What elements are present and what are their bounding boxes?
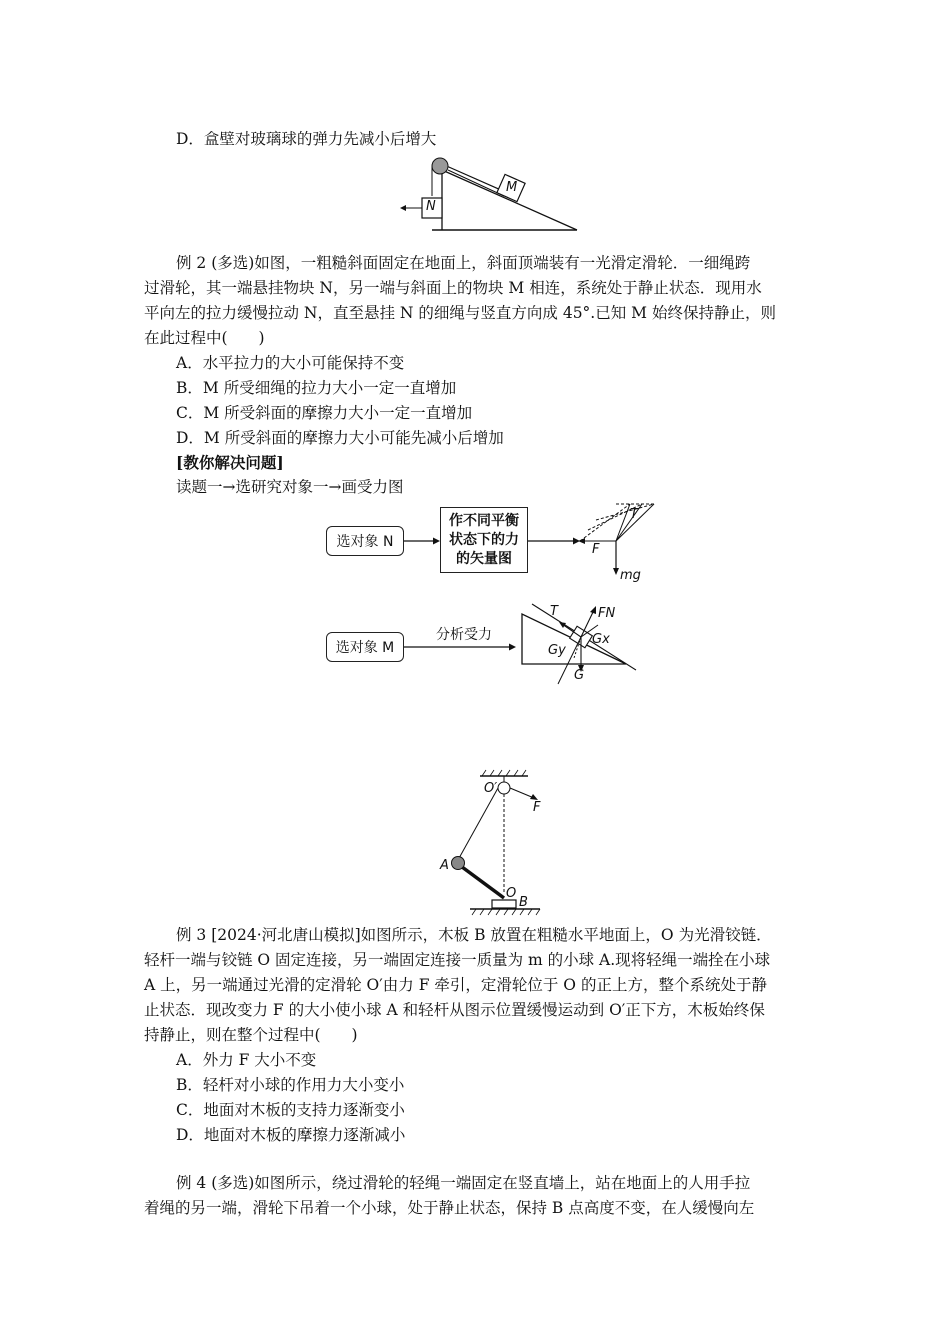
label-Gy: Gy: [548, 643, 566, 658]
vector-box-line3: 的矢量图: [456, 550, 512, 567]
ex4-line1: 例 4 (多选)如图所示，绕过滑轮的轻绳一端固定在竖直墙上，站在地面上的人用手拉: [176, 1174, 751, 1192]
ex2-option-d: D．M 所受斜面的摩擦力大小可能先减小后增加: [176, 429, 504, 447]
ex2-option-b: B．M 所受细绳的拉力大小一定一直增加: [176, 379, 457, 397]
ex2-option-a: A．水平拉力的大小可能保持不变: [176, 354, 405, 372]
teach-flow: 读题一→选研究对象一→画受力图: [176, 478, 404, 496]
label-M: M: [506, 180, 518, 195]
ex3-line3: A 上，另一端通过光滑的定滑轮 O′由力 F 牵引，定滑轮位于 O 的正上方，整个系统处于静: [144, 976, 767, 994]
label-mg: mg: [620, 568, 641, 583]
ex2-option-c: C．M 所受斜面的摩擦力大小一定一直增加: [176, 404, 473, 422]
ex2-line1: 例 2 (多选)如图，一粗糙斜面固定在地面上，斜面顶端装有一光滑定滑轮．一细绳跨: [176, 254, 751, 272]
ex4-line2: 着绳的另一端，滑轮下吊着一个小球，处于静止状态，保持 B 点高度不变，在人缓慢向左: [144, 1199, 755, 1217]
ex3-line2: 轻杆一端与铰链 O 固定连接，另一端固定连接一质量为 m 的小球 A.现将轻绳一端拴在小球: [144, 951, 771, 969]
select-object-M-box: 选对象 M: [326, 632, 404, 662]
analyze-force-label: 分析受力: [436, 627, 492, 643]
vector-diagram-box: [440, 507, 528, 573]
ex2-line2: 过滑轮，其一端悬挂物块 N，另一端与斜面上的物块 M 相连，系统处于静止状态．现用水: [144, 279, 762, 297]
ex3-option-a: A．外力 F 大小不变: [176, 1051, 317, 1069]
ex3-line1: 例 3 [2024·河北唐山模拟]如图所示，木板 B 放置在粗糙水平地面上，O 为光滑铰链．: [176, 926, 772, 944]
ex2-line3: 平向左的拉力缓慢拉动 N，直至悬挂 N 的细绳与竖直方向成 45°.已知 M 始终保持静止，则: [144, 304, 776, 322]
ex3-option-c: C．地面对木板的支持力逐渐变小: [176, 1101, 405, 1119]
label-N: N: [426, 199, 436, 214]
label-F: F: [592, 542, 600, 557]
label-FN: FN: [598, 606, 616, 621]
label-T: T: [630, 507, 638, 522]
ex2-line4: 在此过程中( ): [144, 329, 265, 347]
label-O: O: [506, 886, 517, 901]
label-G: G: [574, 668, 585, 683]
ex3-option-d: D．地面对木板的摩擦力逐渐减小: [176, 1126, 406, 1144]
ex3-line5: 持静止，则在整个过程中( ): [144, 1026, 358, 1044]
teach-heading: [教你解决问题]: [176, 453, 284, 472]
incline-pulley-figure: [392, 150, 592, 240]
vector-box-line2: 状态下的力: [449, 531, 519, 548]
label-Gx: Gx: [592, 632, 610, 647]
ex3-option-b: B．轻杆对小球的作用力大小变小: [176, 1076, 405, 1094]
label-O-prime: O′: [484, 781, 498, 796]
prev-option-d: D．盒壁对玻璃球的弹力先减小后增大: [176, 130, 437, 148]
ex3-line4: 止状态．现改变力 F 的大小使小球 A 和轻杆从图示位置缓慢运动到 O′正下方，木板始终保: [144, 1001, 765, 1019]
label-F3: F: [533, 800, 541, 815]
label-A: A: [440, 858, 449, 873]
label-B: B: [519, 895, 528, 910]
label-T2: T: [550, 604, 558, 619]
select-object-N-box: 选对象 N: [326, 526, 404, 556]
vector-box-line1: 作不同平衡: [449, 512, 519, 529]
